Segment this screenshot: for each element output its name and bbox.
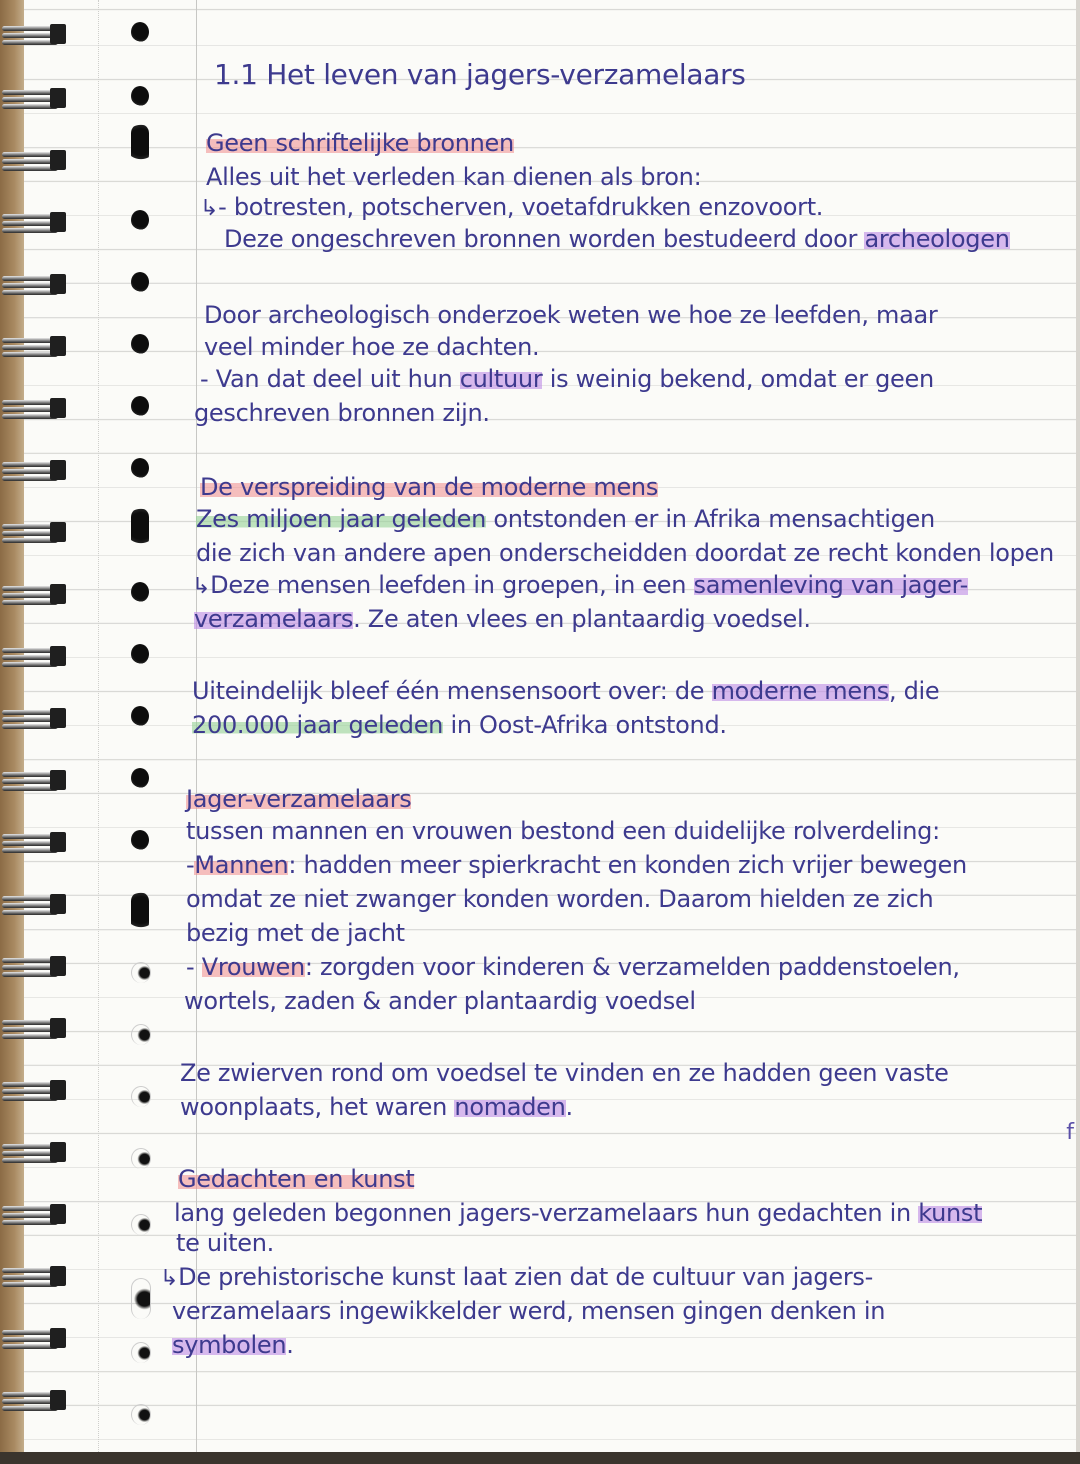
note-text: - (186, 851, 195, 879)
spiral-ring (0, 830, 70, 856)
punch-hole (131, 1086, 151, 1107)
note-line: veel minder hoe ze dachten. (204, 333, 540, 361)
punch-hole (131, 892, 149, 932)
punch-hole (131, 768, 149, 788)
note-text: - botresten, potscherven, voetafdrukken enzovoort. (218, 193, 824, 221)
spiral-ring (0, 892, 70, 918)
note-line: die zich van andere apen onderscheidden doordat ze recht konden lopen (196, 539, 1054, 567)
punch-hole (131, 962, 151, 983)
punch-hole (131, 210, 149, 230)
note-text: , die (888, 677, 940, 705)
note-line: bezig met de jacht (186, 919, 405, 947)
spiral-ring (0, 954, 70, 980)
highlighted-term: kunst (918, 1199, 983, 1227)
return-arrow-icon: ↳ (160, 1266, 179, 1291)
spiral-ring (0, 582, 70, 608)
note-line: Alles uit het verleden kan dienen als bron: (206, 163, 702, 191)
dotted-margin-line (98, 0, 99, 1464)
note-line (196, 504, 935, 534)
punch-hole (131, 272, 149, 292)
note-text: lang geleden begonnen jagers-verzamelaars hun gedachten in (174, 1199, 911, 1227)
note-text: . (286, 1331, 294, 1359)
punch-hole (131, 1404, 151, 1425)
spiral-ring (0, 1326, 70, 1352)
note-text: : hadden meer spierkracht en konden zich vrijer bewegen (288, 851, 967, 879)
note-line: te uiten. (176, 1229, 274, 1257)
note-line (200, 364, 934, 394)
note-line (192, 710, 727, 740)
note-text: . (565, 1093, 573, 1121)
note-text: Uiteindelijk bleef één mensensoort over: de (192, 677, 705, 705)
punch-hole (131, 1148, 151, 1169)
note-line (180, 1092, 573, 1122)
highlighted-term: Vrouwen (201, 953, 305, 981)
return-arrow-icon: ↳ (200, 196, 219, 221)
punch-hole (131, 644, 149, 664)
note-line: Door archeologisch onderzoek weten we hoe ze leefden, maar (204, 301, 938, 329)
highlighted-term: verzamelaars (194, 605, 354, 633)
note-text: woonplaats, het waren (180, 1093, 448, 1121)
spiral-ring (0, 1078, 70, 1104)
heading-text: Geen schriftelijke bronnen (206, 129, 514, 157)
punch-hole (131, 86, 149, 106)
spiral-ring (0, 148, 70, 174)
highlighted-term: samenleving van jager- (693, 571, 968, 599)
note-line (192, 570, 968, 602)
note-text: - Van dat deel uit hun (200, 365, 453, 393)
note-text: : zorgden voor kinderen & verzamelden paddenstoelen, (304, 953, 960, 981)
spiral-ring (0, 22, 70, 48)
highlighted-term: nomaden (454, 1093, 566, 1121)
note-line: wortels, zaden & ander plantaardig voedsel (184, 987, 696, 1015)
section-heading (206, 128, 514, 158)
return-arrow-icon: ↳ (192, 574, 211, 599)
spiral-ring (0, 272, 70, 298)
spiral-ring (0, 210, 70, 236)
page-bottom-edge (0, 1452, 1080, 1464)
page-title: 1.1 Het leven van jagers-verzamelaars (214, 58, 746, 91)
note-line: tussen mannen en vrouwen bestond een duidelijke rolverdeling: (186, 817, 940, 845)
note-line (224, 224, 1010, 254)
page-edge-mark: f (1066, 1120, 1074, 1145)
punch-hole (131, 582, 149, 602)
punch-hole (131, 1024, 151, 1045)
note-line (186, 850, 967, 880)
highlighted-date: 200.000 jaar geleden (192, 711, 444, 739)
note-line (192, 676, 939, 706)
punch-hole (131, 706, 149, 726)
note-line: geschreven bronnen zijn. (194, 399, 490, 427)
section-heading (186, 784, 411, 814)
punch-hole (131, 1214, 151, 1235)
note-text: in Oost-Afrika ontstond. (450, 711, 727, 739)
spiral-ring (0, 334, 70, 360)
spiral-ring (0, 706, 70, 732)
highlighted-term: Mannen (194, 851, 289, 879)
heading-text: Gedachten en kunst (178, 1165, 415, 1193)
note-text: . Ze aten vlees en plantaardig voedsel. (353, 605, 811, 633)
section-heading (200, 472, 658, 502)
punch-hole (131, 334, 149, 354)
punch-hole (131, 396, 149, 416)
punch-hole (131, 830, 149, 850)
punch-hole (131, 1342, 151, 1363)
spiral-ring (0, 768, 70, 794)
punch-hole (131, 458, 149, 478)
spiral-ring (0, 458, 70, 484)
note-line (186, 952, 960, 982)
spiral-ring (0, 1202, 70, 1228)
spiral-ring (0, 1016, 70, 1042)
spiral-ring (0, 1140, 70, 1166)
note-text: De prehistorische kunst laat zien dat de cultuur van jagers- (178, 1263, 873, 1291)
punch-hole (131, 22, 149, 42)
note-line (172, 1330, 294, 1360)
spiral-ring (0, 644, 70, 670)
spiral-ring (0, 1388, 70, 1414)
note-line: omdat ze niet zwanger konden worden. Daarom hielden ze zich (186, 885, 934, 913)
note-line: verzamelaars ingewikkelder werd, mensen gingen denken in (172, 1297, 886, 1325)
highlighted-term: symbolen (172, 1331, 287, 1359)
punch-hole (131, 124, 149, 164)
highlighted-term: moderne mens (711, 677, 889, 705)
note-text: Deze mensen leefden in groepen, in een (210, 571, 687, 599)
spiral-ring (0, 86, 70, 112)
note-line: Ze zwierven rond om voedsel te vinden en ze hadden geen vaste (180, 1059, 949, 1087)
note-line (174, 1198, 982, 1228)
note-text: ontstonden er in Afrika mensachtigen (493, 505, 935, 533)
punch-hole (131, 508, 149, 548)
note-line (200, 192, 823, 224)
note-line (160, 1262, 873, 1294)
punch-hole (131, 1278, 151, 1319)
highlighted-term: archeologen (864, 225, 1010, 253)
note-text: Deze ongeschreven bronnen worden bestudeerd door (224, 225, 858, 253)
note-text: is weinig bekend, omdat er geen (549, 365, 934, 393)
spiral-ring (0, 520, 70, 546)
spiral-ring (0, 396, 70, 422)
highlighted-date: Zes miljoen jaar geleden (196, 505, 487, 533)
note-text: - (186, 953, 195, 981)
page-right-edge (1076, 0, 1080, 1464)
note-line (194, 604, 811, 634)
section-heading (178, 1164, 414, 1194)
spiral-ring (0, 1264, 70, 1290)
heading-text: De verspreiding van de moderne mens (200, 473, 659, 501)
heading-text: Jager-verzamelaars (186, 785, 412, 813)
highlighted-term: cultuur (459, 365, 543, 393)
